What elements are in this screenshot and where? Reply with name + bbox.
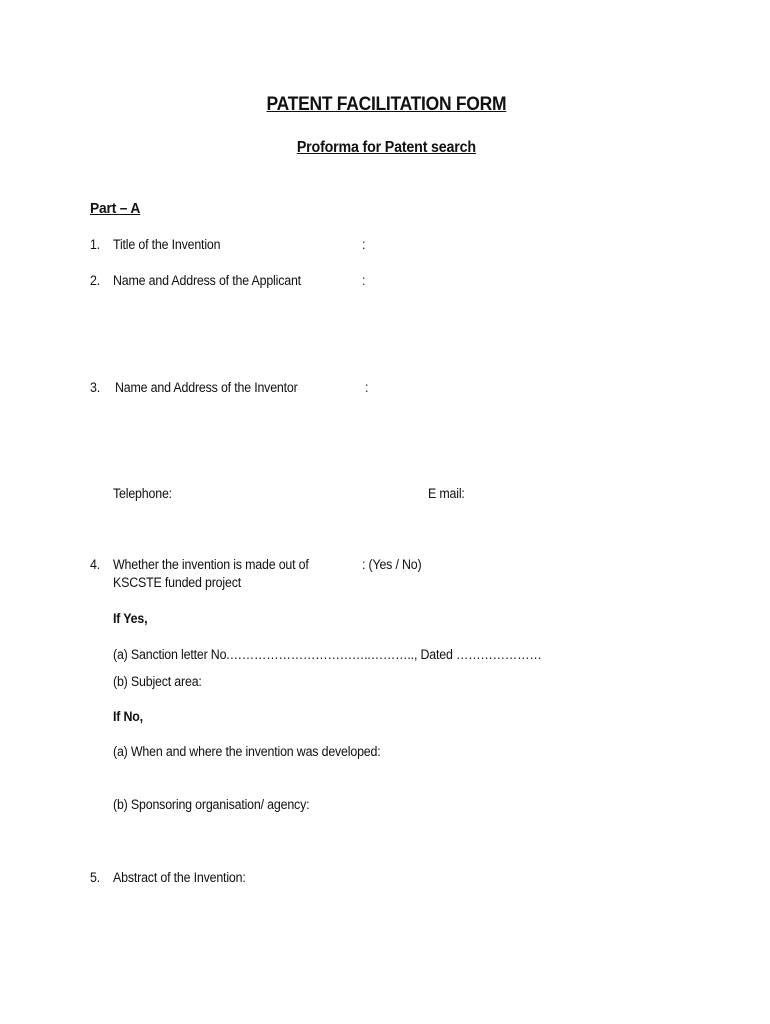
- form-title: PATENT FACILITATION FORM: [266, 94, 507, 115]
- if-no-heading: If No,: [113, 709, 143, 724]
- subject-area-line: (b) Subject area:: [113, 674, 202, 689]
- item-2-label: Name and Address of the Applicant: [113, 273, 301, 288]
- form-subtitle: Proforma for Patent search: [296, 139, 476, 156]
- sanction-letter-line: (a) Sanction letter No.……………………………..……….., Dated …………………: [113, 647, 542, 662]
- item-4-label-line2: KSCSTE funded project: [113, 575, 242, 590]
- item-1-separator: :: [362, 237, 366, 252]
- item-2-number: 2.: [90, 273, 100, 288]
- item-4-yes-no: : (Yes / No): [362, 557, 422, 572]
- item-5-number: 5.: [90, 870, 100, 885]
- if-yes-heading: If Yes,: [113, 611, 148, 626]
- sponsoring-agency-line: (b) Sponsoring organisation/ agency:: [113, 797, 310, 812]
- developed-line: (a) When and where the invention was developed:: [113, 744, 381, 759]
- item-2-separator: :: [362, 273, 366, 288]
- item-1-label: Title of the Invention: [113, 237, 221, 252]
- part-heading: Part – A: [90, 200, 141, 217]
- email-label: E mail:: [428, 486, 465, 501]
- telephone-label: Telephone:: [113, 486, 172, 501]
- item-3-label: Name and Address of the Inventor: [115, 380, 298, 395]
- item-4-label-line1: Whether the invention is made out of: [113, 557, 309, 572]
- item-5-label: Abstract of the Invention:: [113, 870, 246, 885]
- item-3-separator: :: [365, 380, 369, 395]
- item-1-number: 1.: [90, 237, 100, 252]
- item-3-number: 3.: [90, 380, 100, 395]
- item-4-number: 4.: [90, 557, 100, 572]
